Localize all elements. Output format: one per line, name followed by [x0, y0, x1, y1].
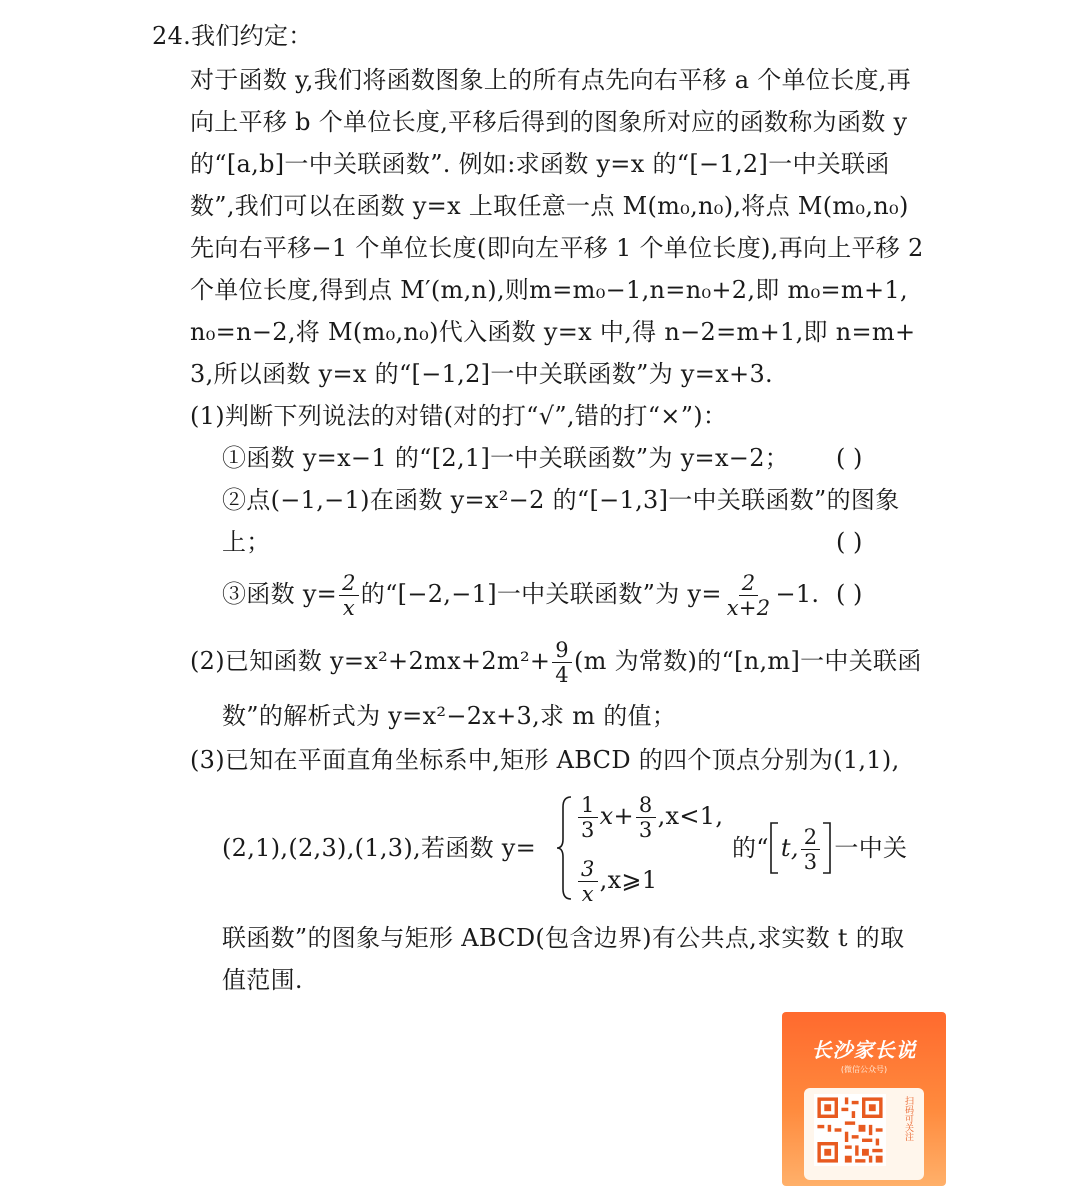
- part3-line3: 联函数”的图象与矩形 ABCD(包含边界)有公共点,求实数 t 的取: [222, 924, 905, 952]
- piecewise-brace: [555, 795, 573, 901]
- problem-heading: 我们约定：: [191, 22, 313, 50]
- case1-frac2-num: 8: [636, 793, 656, 818]
- part2-line2: 数”的解析式为 y=x²−2x+3,求 m 的值；: [222, 702, 677, 730]
- item3-frac1-den: x: [342, 596, 356, 620]
- part1-item2-line1: ②点(−1,−1)在函数 y=x²−2 的“[−1,3]一中关联函数”的图象: [222, 486, 900, 514]
- part2-line1: [190, 637, 922, 687]
- part2-frac-num: 9: [552, 638, 572, 663]
- part3-tail-b: 一中关: [834, 834, 908, 862]
- item3-frac2-den: x+2: [726, 596, 771, 620]
- case1-mid: x+: [599, 802, 634, 830]
- part3-line4: 值范围.: [222, 966, 303, 994]
- intro-line-8: 3,所以函数 y=x 的“[−1,2]一中关联函数”为 y=x+3.: [190, 360, 773, 388]
- part1-item1-answer-paren: ( ): [836, 444, 863, 472]
- part3-line1: (3)已知在平面直角坐标系中,矩形 ABCD 的四个顶点分别为(1,1),: [190, 746, 900, 774]
- item3-frac2-num: 2: [739, 571, 759, 596]
- qr-code-icon: [814, 1094, 886, 1166]
- problem-number: 24.: [152, 22, 192, 50]
- case2-frac-num: 3: [578, 857, 598, 882]
- case1-frac1-den: 3: [581, 818, 595, 842]
- case1-frac2-den: 3: [638, 818, 653, 842]
- part3-tail-t: t,: [780, 834, 799, 862]
- part3-tail-a: 的“: [732, 834, 769, 862]
- case1-frac1-num: 1: [578, 793, 598, 818]
- item3-text-c: −1.: [775, 580, 820, 608]
- item3-text-b: 的“[−2,−1]一中关联函数”为 y=: [360, 580, 722, 608]
- piecewise-case-2: [576, 856, 657, 906]
- case2-fraction: [578, 857, 598, 906]
- part1-item3-answer-paren: ( ): [836, 580, 863, 608]
- part2-fraction: [552, 638, 572, 687]
- part2-text-b: (m 为常数)的“[n,m]一中关联函: [573, 647, 922, 675]
- intro-line-2: 向上平移 b 个单位长度,平移后得到的图象所对应的函数称为函数 y: [190, 108, 908, 136]
- part3-tail: [732, 824, 907, 874]
- case2-cond: ,x⩾1: [599, 866, 658, 894]
- right-square-bracket: [822, 822, 832, 874]
- brand-subtitle: (微信公众号): [840, 1065, 888, 1074]
- part3-lead: (2,1),(2,3),(1,3),若函数 y=: [222, 834, 537, 862]
- part1-item3: [222, 570, 819, 620]
- item3-frac1-num: 2: [339, 571, 359, 596]
- intro-line-6: 个单位长度,得到点 M′(m,n),则m=m₀−1,n=n₀+2,即 m₀=m+1,: [190, 276, 908, 304]
- case1-fraction-2: [636, 793, 656, 842]
- tail-frac-num: 2: [801, 825, 821, 850]
- case1-cond: ,x<1,: [657, 802, 724, 830]
- intro-line-5: 先向右平移−1 个单位长度(即向左平移 1 个单位长度),再向上平移 2: [190, 234, 924, 262]
- part1-item2-line2: 上；: [222, 528, 271, 556]
- part1-item1: ①函数 y=x−1 的“[2,1]一中关联函数”为 y=x−2；: [222, 444, 790, 472]
- part1-item2-answer-paren: ( ): [836, 528, 863, 556]
- brand-side-text: 扫码可关注: [903, 1096, 913, 1141]
- case2-frac-den: x: [581, 882, 594, 906]
- brand-title: 长沙家长说: [811, 1038, 917, 1062]
- item3-fraction-1: [339, 571, 359, 620]
- problem-number-heading: [152, 20, 313, 52]
- part1-prompt: (1)判断下列说法的对错(对的打“√”,错的打“×”)：: [190, 402, 728, 430]
- part3-tail-fraction: [801, 825, 821, 874]
- intro-line-4: 数”,我们可以在函数 y=x 上取任意一点 M(m₀,n₀),将点 M(m₀,n₀): [190, 192, 909, 220]
- intro-line-7: n₀=n−2,将 M(m₀,n₀)代入函数 y=x 中,得 n−2=m+1,即 n=m+: [190, 318, 916, 346]
- item3-fraction-2: [724, 571, 774, 620]
- tail-frac-den: 3: [803, 850, 818, 874]
- brand-card: [782, 1012, 946, 1186]
- item3-text-a: ③函数 y=: [222, 580, 338, 608]
- part2-text-a: (2)已知函数 y=x²+2mx+2m²+: [190, 647, 551, 675]
- case1-fraction-1: [578, 793, 598, 842]
- piecewise-case-1: [576, 792, 723, 842]
- left-square-bracket: [769, 822, 779, 874]
- intro-line-1: 对于函数 y,我们将函数图象上的所有点先向右平移 a 个单位长度,再: [190, 66, 912, 94]
- intro-line-3: 的“[a,b]一中关联函数”. 例如:求函数 y=x 的“[−1,2]一中关联函: [190, 150, 890, 178]
- part2-frac-den: 4: [555, 663, 569, 687]
